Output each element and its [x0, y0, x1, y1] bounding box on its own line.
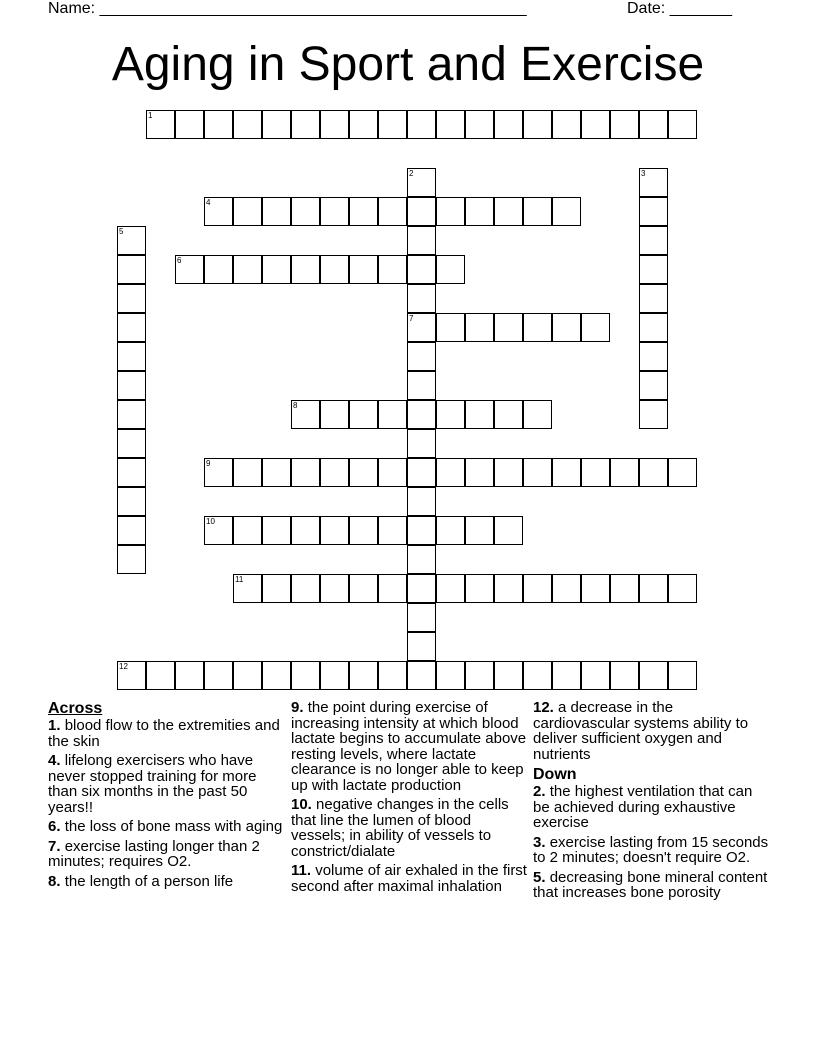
- down-heading: Down: [533, 766, 577, 783]
- clue-across-12: [533, 700, 769, 762]
- grid-cell[interactable]: [378, 458, 407, 487]
- clue-number: 2.: [533, 783, 546, 800]
- grid-cell[interactable]: [610, 110, 639, 139]
- grid-cell[interactable]: [146, 110, 175, 139]
- grid-cell[interactable]: [320, 661, 349, 690]
- name-field-label: Name: ________________________________________________: [48, 0, 527, 17]
- grid-cell[interactable]: [581, 661, 610, 690]
- grid-cell[interactable]: [320, 400, 349, 429]
- grid-cell[interactable]: [552, 197, 581, 226]
- grid-cell[interactable]: [204, 516, 233, 545]
- clue-text: decreasing bone mineral content that increases bone porosity: [533, 868, 768, 901]
- grid-cell[interactable]: [494, 110, 523, 139]
- clue-text: the highest ventilation that can be achieved during exhaustive exercise: [533, 783, 753, 831]
- grid-cell[interactable]: [407, 110, 436, 139]
- cell-number: 11: [235, 575, 244, 584]
- grid-cell[interactable]: [378, 661, 407, 690]
- grid-cell[interactable]: [117, 371, 146, 400]
- grid-cell[interactable]: [291, 255, 320, 284]
- grid-cell[interactable]: [639, 400, 668, 429]
- clue-number: 3.: [533, 833, 546, 851]
- grid-cell[interactable]: [320, 574, 349, 603]
- grid-cell[interactable]: [262, 110, 291, 139]
- grid-cell[interactable]: [581, 313, 610, 342]
- grid-cell[interactable]: [523, 574, 552, 603]
- grid-cell[interactable]: [436, 110, 465, 139]
- cell-number: 4: [206, 198, 211, 207]
- clue-text: the length of a person life: [64, 872, 234, 890]
- clue-number: 11.: [291, 862, 312, 879]
- grid-cell[interactable]: [407, 284, 436, 313]
- grid-cell[interactable]: [668, 661, 697, 690]
- clue-column-2: [291, 700, 527, 898]
- grid-cell[interactable]: [552, 661, 581, 690]
- grid-cell[interactable]: [465, 516, 494, 545]
- grid-cell[interactable]: [320, 516, 349, 545]
- grid-cell[interactable]: [407, 603, 436, 632]
- grid-cell[interactable]: [552, 574, 581, 603]
- grid-cell[interactable]: [233, 661, 262, 690]
- grid-cell[interactable]: [349, 110, 378, 139]
- grid-cell[interactable]: [349, 516, 378, 545]
- grid-cell[interactable]: [610, 661, 639, 690]
- grid-cell[interactable]: [465, 197, 494, 226]
- grid-cell[interactable]: [175, 255, 204, 284]
- grid-cell[interactable]: [407, 226, 436, 255]
- grid-cell[interactable]: [378, 197, 407, 226]
- grid-cell[interactable]: [523, 661, 552, 690]
- grid-cell[interactable]: [320, 458, 349, 487]
- across-heading: Across: [48, 700, 103, 717]
- grid-cell[interactable]: [117, 429, 146, 458]
- grid-cell[interactable]: [581, 458, 610, 487]
- clue-number: 6.: [48, 818, 61, 835]
- grid-cell[interactable]: [465, 661, 494, 690]
- grid-cell[interactable]: [407, 168, 436, 197]
- clue-column-1: [48, 700, 284, 893]
- grid-cell[interactable]: [639, 661, 668, 690]
- grid-cell[interactable]: [262, 661, 291, 690]
- grid-cell[interactable]: [552, 110, 581, 139]
- grid-cell[interactable]: [436, 255, 465, 284]
- grid-cell[interactable]: [668, 110, 697, 139]
- grid-cell[interactable]: [291, 110, 320, 139]
- clue-across-9: [291, 700, 527, 793]
- cell-number: 6: [177, 256, 182, 265]
- grid-cell[interactable]: [233, 574, 262, 603]
- grid-cell[interactable]: [639, 458, 668, 487]
- grid-cell[interactable]: [262, 516, 291, 545]
- grid-cell[interactable]: [320, 255, 349, 284]
- grid-cell[interactable]: [523, 458, 552, 487]
- grid-cell[interactable]: [436, 400, 465, 429]
- cell-number: 8: [293, 401, 298, 410]
- grid-cell[interactable]: [378, 574, 407, 603]
- clue-text: exercise lasting from 15 seconds to 2 minutes; doesn't require O2.: [533, 833, 769, 866]
- clue-down-2: [533, 784, 769, 831]
- grid-cell[interactable]: [494, 400, 523, 429]
- grid-cell[interactable]: [639, 110, 668, 139]
- grid-cell[interactable]: [349, 661, 378, 690]
- clue-number: 1.: [48, 717, 61, 734]
- grid-cell[interactable]: [175, 110, 204, 139]
- grid-cell[interactable]: [494, 197, 523, 226]
- cell-number: 3: [641, 169, 646, 178]
- clue-number: 9.: [291, 699, 304, 716]
- grid-cell[interactable]: [639, 168, 668, 197]
- grid-cell[interactable]: [407, 255, 436, 284]
- grid-cell[interactable]: [233, 458, 262, 487]
- clue-text: the point during exercise of increasing intensity at which blood lactate begins to accumulate above resting levels, where lactate clearance is no longer able to keep up with lactate production: [291, 699, 527, 794]
- clue-column-3: [533, 700, 769, 905]
- date-field-label: Date: _______: [627, 0, 732, 17]
- grid-cell[interactable]: [668, 458, 697, 487]
- clue-down-5: [533, 870, 769, 901]
- clue-across-7: [48, 839, 284, 870]
- clue-number: 4.: [48, 752, 61, 769]
- grid-cell[interactable]: [494, 516, 523, 545]
- clue-text: negative changes in the cells that line the lumen of blood vessels; in ability of vessels to constrict/dialate: [291, 796, 509, 860]
- grid-cell[interactable]: [639, 313, 668, 342]
- grid-cell[interactable]: [262, 255, 291, 284]
- grid-cell[interactable]: [349, 574, 378, 603]
- grid-cell[interactable]: [291, 400, 320, 429]
- grid-cell[interactable]: [349, 197, 378, 226]
- grid-cell[interactable]: [291, 574, 320, 603]
- grid-cell[interactable]: [117, 400, 146, 429]
- clue-text: lifelong exercisers who have never stopped training for more than six months in the past 50 years!!: [48, 752, 257, 816]
- grid-cell[interactable]: [465, 574, 494, 603]
- grid-cell[interactable]: [291, 661, 320, 690]
- cell-number: 9: [206, 459, 211, 468]
- grid-cell[interactable]: [523, 400, 552, 429]
- grid-cell[interactable]: [233, 197, 262, 226]
- grid-cell[interactable]: [407, 516, 436, 545]
- grid-cell[interactable]: [465, 110, 494, 139]
- grid-cell[interactable]: [436, 197, 465, 226]
- page-title: Aging in Sport and Exercise: [111, 38, 705, 91]
- grid-cell[interactable]: [407, 632, 436, 661]
- grid-cell[interactable]: [117, 458, 146, 487]
- clue-across-4: [48, 753, 284, 815]
- grid-cell[interactable]: [436, 661, 465, 690]
- grid-cell[interactable]: [465, 313, 494, 342]
- grid-cell[interactable]: [117, 661, 146, 690]
- grid-cell[interactable]: [349, 458, 378, 487]
- grid-cell[interactable]: [552, 313, 581, 342]
- grid-cell[interactable]: [407, 400, 436, 429]
- grid-cell[interactable]: [465, 458, 494, 487]
- clue-across-8: [48, 874, 284, 890]
- grid-cell[interactable]: [494, 313, 523, 342]
- grid-cell[interactable]: [349, 255, 378, 284]
- grid-cell[interactable]: [436, 574, 465, 603]
- grid-cell[interactable]: [407, 545, 436, 574]
- clue-across-11: [291, 863, 527, 894]
- grid-cell[interactable]: [320, 197, 349, 226]
- grid-cell[interactable]: [291, 197, 320, 226]
- grid-cell[interactable]: [262, 574, 291, 603]
- cell-number: 5: [119, 227, 124, 236]
- grid-cell[interactable]: [233, 110, 262, 139]
- grid-cell[interactable]: [610, 458, 639, 487]
- grid-cell[interactable]: [117, 284, 146, 313]
- grid-cell[interactable]: [233, 516, 262, 545]
- grid-cell[interactable]: [378, 516, 407, 545]
- grid-cell[interactable]: [494, 574, 523, 603]
- grid-cell[interactable]: [639, 197, 668, 226]
- grid-cell[interactable]: [204, 197, 233, 226]
- grid-cell[interactable]: [523, 313, 552, 342]
- grid-cell[interactable]: [639, 226, 668, 255]
- grid-cell[interactable]: [494, 458, 523, 487]
- clue-number: 7.: [48, 837, 61, 855]
- grid-cell[interactable]: [204, 255, 233, 284]
- cell-number: 7: [409, 314, 414, 323]
- grid-cell[interactable]: [117, 342, 146, 371]
- grid-cell[interactable]: [407, 661, 436, 690]
- clue-text: the loss of bone mass with aging: [64, 818, 283, 835]
- grid-cell[interactable]: [349, 400, 378, 429]
- grid-cell[interactable]: [407, 342, 436, 371]
- clue-text: exercise lasting longer than 2 minutes; requires O2.: [48, 837, 260, 870]
- clue-number: 8.: [48, 872, 61, 890]
- grid-cell[interactable]: [407, 429, 436, 458]
- cell-number: 12: [119, 662, 128, 671]
- grid-cell[interactable]: [581, 110, 610, 139]
- grid-cell[interactable]: [175, 661, 204, 690]
- grid-cell[interactable]: [117, 313, 146, 342]
- grid-cell[interactable]: [436, 458, 465, 487]
- grid-cell[interactable]: [378, 400, 407, 429]
- grid-cell[interactable]: [378, 255, 407, 284]
- grid-cell[interactable]: [639, 371, 668, 400]
- grid-cell[interactable]: [117, 255, 146, 284]
- grid-cell[interactable]: [117, 226, 146, 255]
- grid-cell[interactable]: [117, 516, 146, 545]
- clue-across-10: [291, 797, 527, 859]
- cell-number: 1: [148, 111, 153, 120]
- clue-text: volume of air exhaled in the first second after maximal inhalation: [291, 862, 527, 895]
- grid-cell[interactable]: [291, 516, 320, 545]
- clue-across-1: [48, 718, 284, 749]
- clue-text: a decrease in the cardiovascular systems ability to deliver sufficient oxygen and nutrients: [533, 699, 749, 763]
- grid-cell[interactable]: [378, 110, 407, 139]
- grid-cell[interactable]: [407, 574, 436, 603]
- grid-cell[interactable]: [117, 487, 146, 516]
- grid-cell[interactable]: [117, 545, 146, 574]
- grid-cell[interactable]: [407, 313, 436, 342]
- grid-cell[interactable]: [262, 458, 291, 487]
- grid-cell[interactable]: [407, 458, 436, 487]
- grid-cell[interactable]: [668, 574, 697, 603]
- grid-cell[interactable]: [523, 110, 552, 139]
- grid-cell[interactable]: [610, 574, 639, 603]
- clue-text: blood flow to the extremities and the skin: [48, 717, 280, 750]
- grid-cell[interactable]: [407, 487, 436, 516]
- grid-cell[interactable]: [407, 371, 436, 400]
- grid-cell[interactable]: [233, 255, 262, 284]
- grid-cell[interactable]: [262, 197, 291, 226]
- grid-cell[interactable]: [465, 400, 494, 429]
- grid-cell[interactable]: [436, 313, 465, 342]
- cell-number: 2: [409, 169, 414, 178]
- grid-cell[interactable]: [204, 661, 233, 690]
- grid-cell[interactable]: [639, 284, 668, 313]
- grid-cell[interactable]: [291, 458, 320, 487]
- cell-number: 10: [206, 517, 215, 526]
- grid-cell[interactable]: [639, 574, 668, 603]
- clue-number: 10.: [291, 796, 312, 813]
- clue-down-3: [533, 835, 769, 866]
- clue-number: 12.: [533, 699, 554, 716]
- grid-cell[interactable]: [436, 516, 465, 545]
- clue-number: 5.: [533, 868, 546, 886]
- clue-across-6: [48, 819, 284, 835]
- grid-cell[interactable]: [494, 661, 523, 690]
- grid-cell[interactable]: [552, 458, 581, 487]
- grid-cell[interactable]: [523, 197, 552, 226]
- grid-cell[interactable]: [639, 255, 668, 284]
- grid-cell[interactable]: [320, 110, 349, 139]
- grid-cell[interactable]: [581, 574, 610, 603]
- grid-cell[interactable]: [146, 661, 175, 690]
- grid-cell[interactable]: [639, 342, 668, 371]
- grid-cell[interactable]: [204, 110, 233, 139]
- grid-cell[interactable]: [407, 197, 436, 226]
- grid-cell[interactable]: [204, 458, 233, 487]
